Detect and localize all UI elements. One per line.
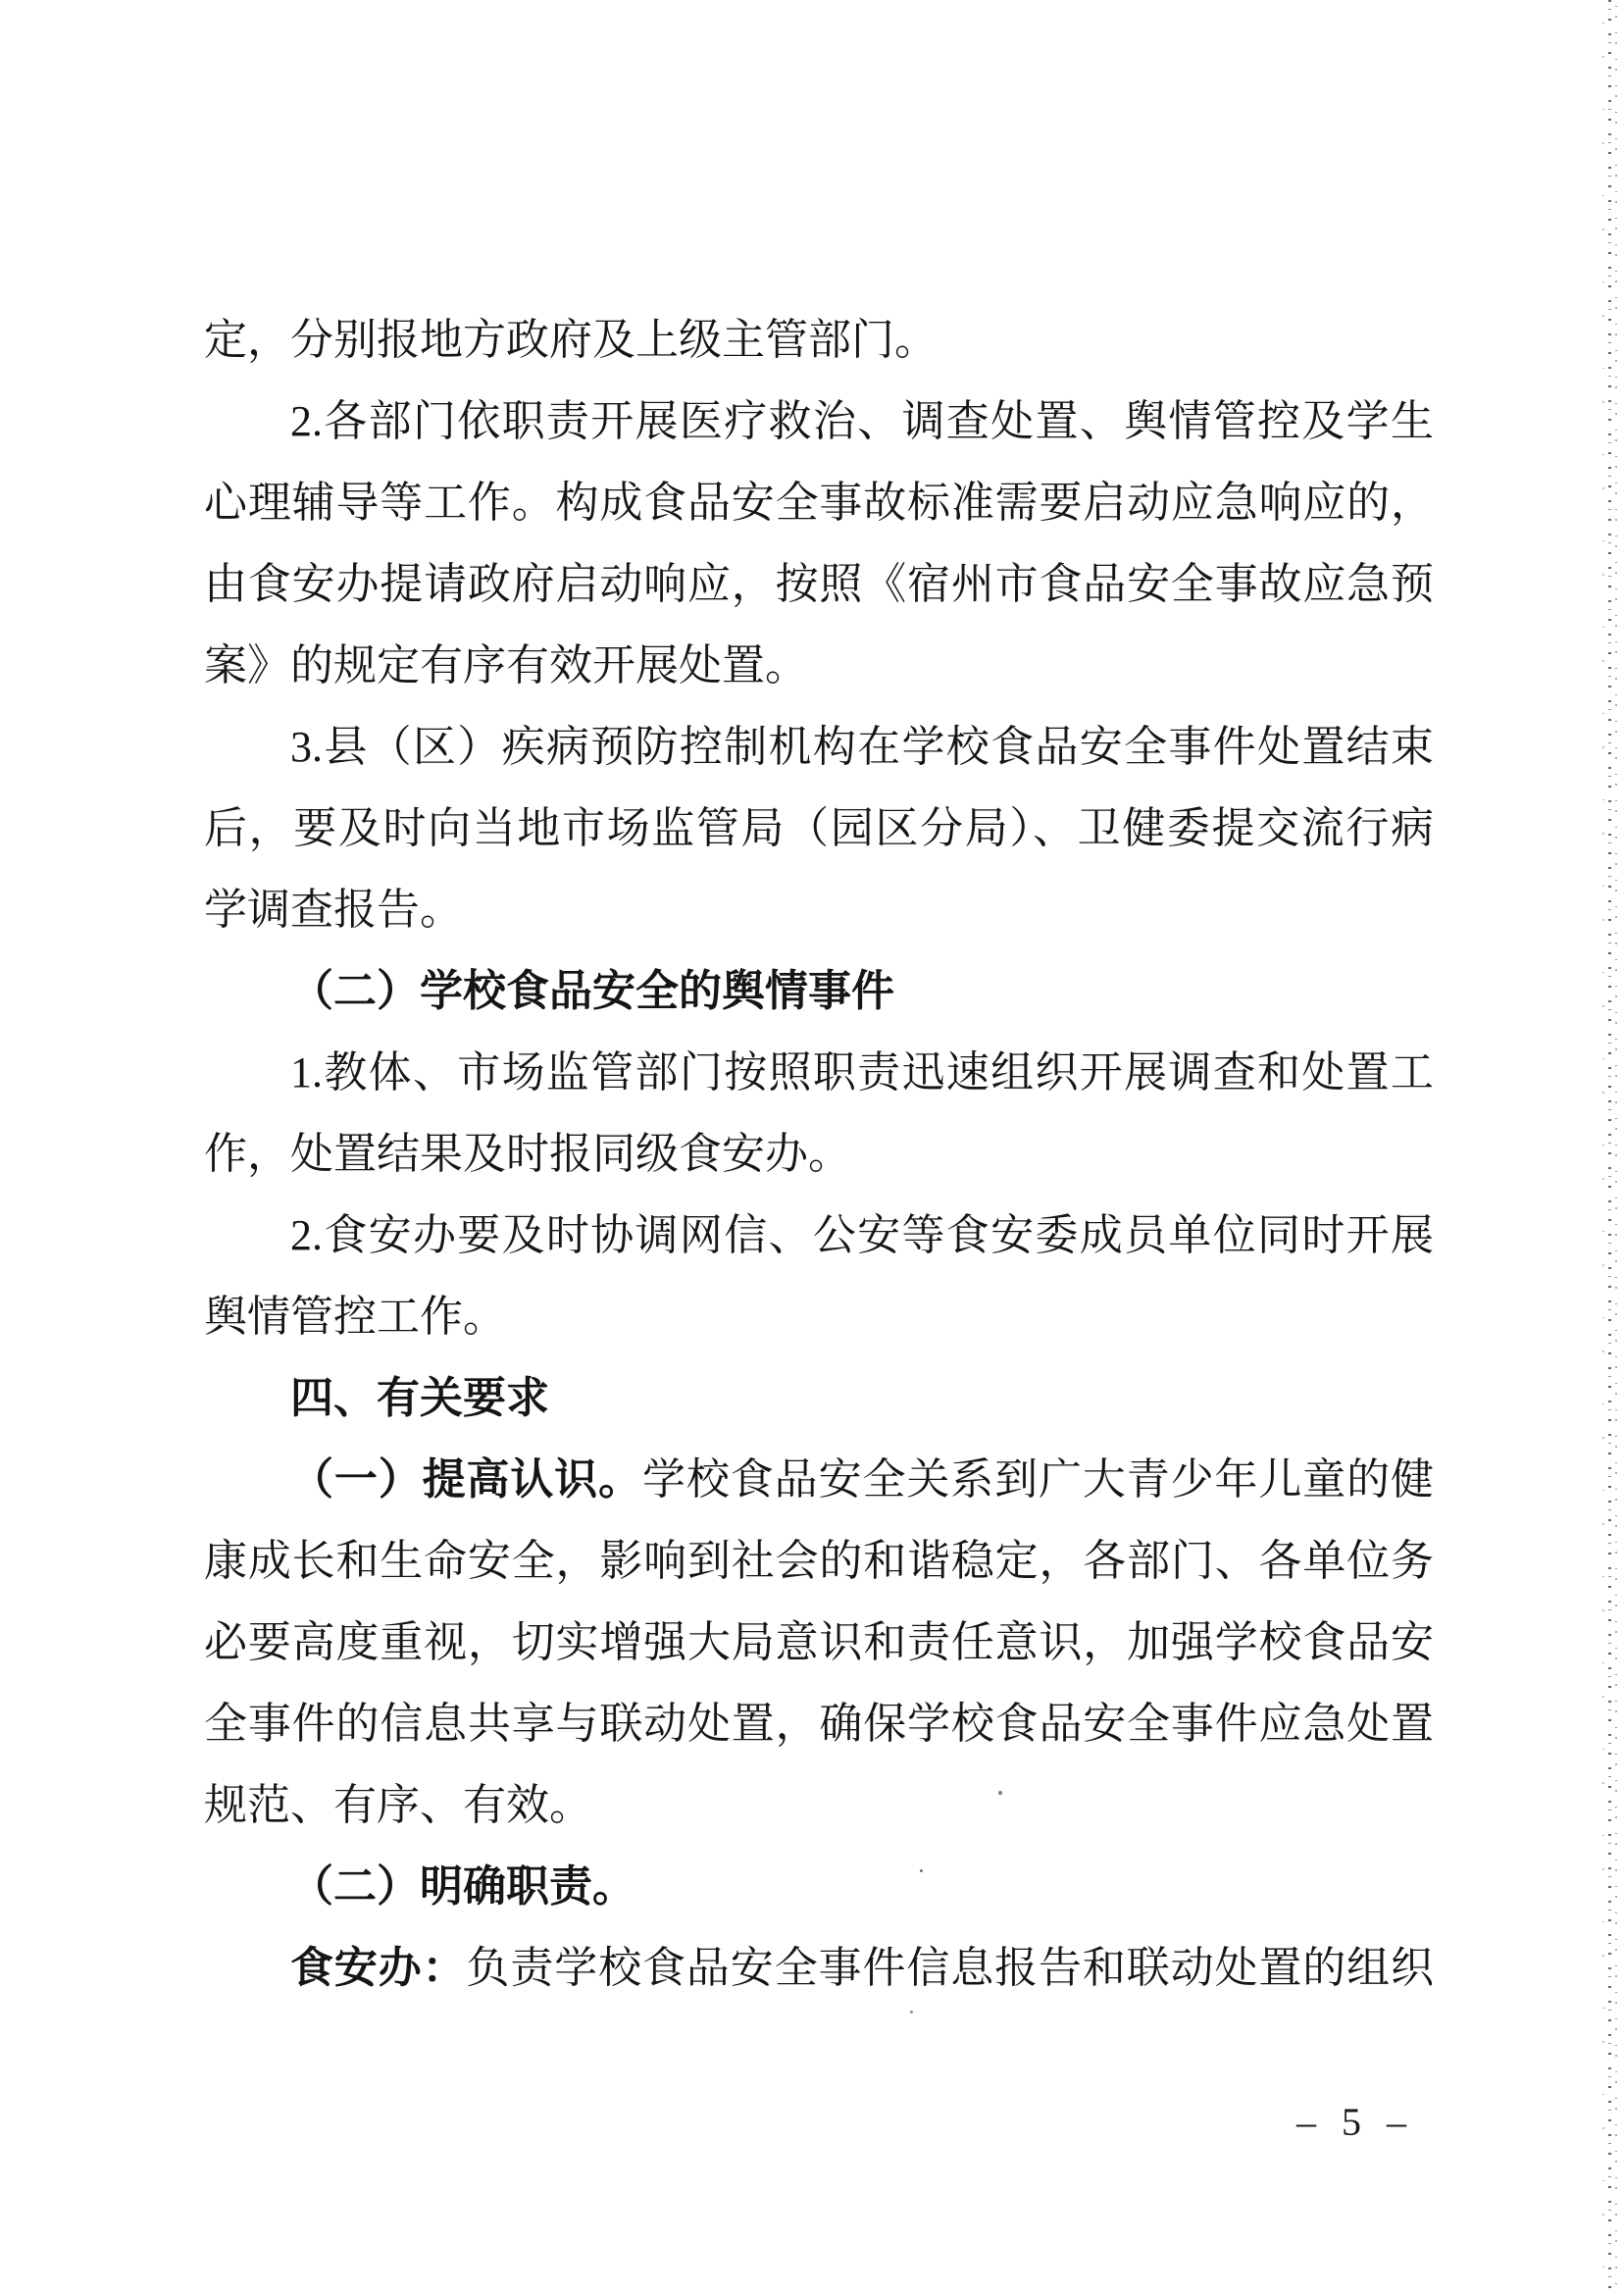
scan-noise-edge [1608,0,1611,2293]
subheading-mingque-zhize [204,1846,1434,1927]
body-line-text: 学校食品安全关系到广大青少年儿童的健 [642,1455,1435,1503]
subheading-yuqing-events [204,950,1434,1032]
body-line-text: 负责学校食品安全事件信息报告和联动处置的组织 [466,1944,1435,1992]
document-body [204,299,1434,2009]
heading-section-4 [204,1357,1434,1439]
body-line [204,1602,1434,1683]
body-line [204,788,1434,869]
scan-noise-edge [1602,0,1604,2293]
body-line [204,299,1434,381]
body-line [204,543,1434,625]
body-line [204,1113,1434,1195]
body-line-text: 康成长和生命安全，影响到社会的和谐稳定，各部门、各单位务 [204,1537,1434,1585]
body-line [204,1439,1434,1520]
body-line-text: 后，要及时向当地市场监管局（园区分局）、卫健委提交流行病 [204,804,1434,852]
term-shianban-bold: 食安办： [290,1944,467,1992]
body-line-text: 必要高度重视，切实增强大局意识和责任意识，加强学校食品安 [204,1618,1434,1666]
scan-speck [910,2011,913,2013]
subheading-text: （二）学校食品安全的舆情事件 [290,967,894,1015]
body-line-text: 案》的规定有序有效开展处置。 [204,641,808,689]
subheading-text: （二）明确职责。 [290,1862,635,1911]
body-line [204,869,1434,950]
body-line [204,1683,1434,1764]
body-line-text: 心理辅导等工作。构成食品安全事故标准需要启动应急响应的， [204,479,1434,527]
body-line [204,1520,1434,1602]
body-line-text: 2.各部门依职责开展医疗救治、调查处置、舆情管控及学生 [290,397,1434,445]
body-line [204,1032,1434,1113]
body-line-text: 规范、有序、有效。 [204,1781,592,1829]
body-line [204,706,1434,788]
body-line-text: 舆情管控工作。 [204,1293,506,1341]
heading-text: 四、有关要求 [290,1374,549,1422]
body-line [204,1764,1434,1846]
body-line [204,462,1434,543]
body-line [204,625,1434,706]
subheading-tigaorenshi: （一）提高认识。 [290,1455,643,1503]
body-line-text: 3.县（区）疾病预防控制机构在学校食品安全事件处置结束 [290,723,1434,771]
page-number: – 5 – [1296,2100,1410,2144]
body-line-text: 学调查报告。 [204,886,463,934]
scan-noise-edge [1615,0,1617,2293]
body-line-text: 2.食安办要及时协调网信、公安等食安委成员单位同时开展 [290,1211,1434,1259]
body-line-text: 全事件的信息共享与联动处置，确保学校食品安全事件应急处置 [204,1700,1434,1748]
body-line-text: 1.教体、市场监管部门按照职责迅速组织开展调查和处置工 [290,1048,1434,1096]
body-line-text: 作，处置结果及时报同级食安办。 [204,1130,851,1178]
body-line [204,1276,1434,1357]
body-line [204,381,1434,462]
body-line-text: 由食安办提请政府启动响应，按照《宿州市食品安全事故应急预 [204,560,1434,608]
body-line [204,1195,1434,1276]
body-line [204,1927,1434,2009]
body-line-text: 定，分别报地方政府及上级主管部门。 [204,316,938,364]
